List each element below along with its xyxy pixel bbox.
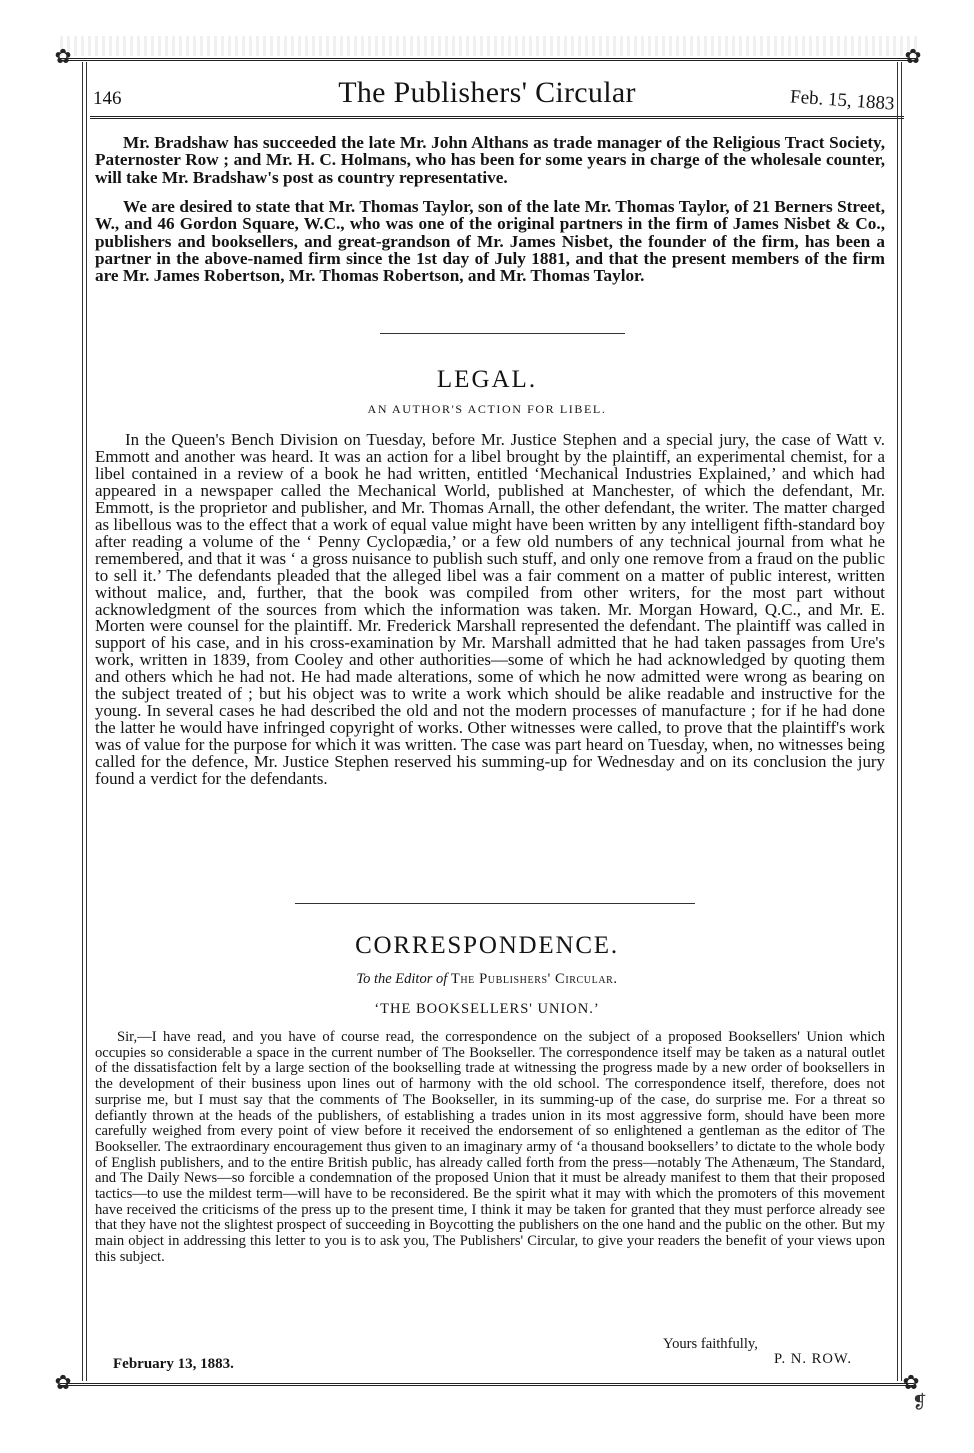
- intro-paragraph-bradshaw: Mr. Bradshaw has succeeded the late Mr. John Althans as trade manager of the Religious Tract Society, Paternoster Row ; and Mr. H. C. Holmans, who has been for some years in charge of the wholesale counter, will take Mr. Bradshaw's post as country representative.: [95, 133, 885, 187]
- header-rule: [90, 116, 904, 119]
- left-border-line-inner: [86, 62, 87, 1381]
- left-border-line: [82, 62, 83, 1381]
- letter-title: ‘THE BOOKSELLERS' UNION.’: [374, 1001, 600, 1017]
- legal-article-body: In the Queen's Bench Division on Tuesday, before Mr. Justice Stephen and a special jury, the case of Watt v. Emmott and another was heard. It was an action for a libel brought by the plaintiff, an experimental chemist, for a libel contained in a review of a book he had written, entitled ‘Mechanical Industries Explained,’ and which had appeared in a newspaper called the Mechanical World, published at Manchester, of which the defendant, Mr. Emmott, is the proprietor and publisher, and Mr. Thomas Arnall, the other defendant, the writer. The matter charged as libellous was to the effect that a work of equal value might have been written by any intelligent fifth-standard boy after reading a volume of the ‘ Penny Cyclopædia,’ or a few old numbers of any technical journal from what he remembered, and that it was ‘ a gross nuisance to publish such stuff, and only one remove from a fraud on the public to sell it.’ The defendants pleaded that the alleged libel was a fair comment on a matter of public interest, written without malice, and, further, that the book was compiled from other writers, for the most part without acknowledgment of the sources from which the information was taken. Mr. Morgan Howard, Q.C., and Mr. E. Morten were counsel for the plaintiff. Mr. Frederick Marshall represented the defendant. The plaintiff was called in support of his case, and in his cross-examination by Mr. Marshall admitted that he had taken passages from Ure's work, written in 1839, from Cooley and other authorities—some of which he had acknowledged by quoting them and others which he had not. He had made alterations, some of which he now admitted were wrong as bearing on the subject treated of ; but his object was to write a work which should be alike readable and instructive for the young. In several cases he had described the old and not the modern processes of manufacture ; for if he had done the latter he would have infringed copyright of works. Other witnesses were called, to prove that the plaintiff's work was of value for the purpose for which it was written. The case was part heard on Tuesday, when, no witnesses being called for the defence, Mr. Justice Stephen reserved his summing-up for Wednesday and on its conclusion the jury found a verdict for the defendants.: [95, 430, 885, 789]
- letter-signature: P. N. ROW.: [774, 1351, 852, 1367]
- letter-date: February 13, 1883.: [113, 1356, 234, 1372]
- correspondence-addressee: [0, 971, 974, 988]
- corner-ornament-icon: ✿: [54, 1372, 72, 1394]
- legal-subheading: AN AUTHOR'S ACTION FOR LIBEL.: [367, 402, 607, 416]
- corner-ornament-icon: ✿: [54, 46, 72, 68]
- bottom-border-rule: [60, 1383, 914, 1386]
- addressee-publication: The Publishers' Circular.: [450, 971, 618, 987]
- page-number: 146: [93, 88, 122, 109]
- section-divider: [380, 333, 625, 334]
- right-border-line-outer: [901, 62, 902, 1381]
- margin-mark-icon: ❡: [912, 1392, 928, 1412]
- legal-heading: LEGAL.: [436, 366, 538, 393]
- addressee-prefix: To the Editor of: [356, 971, 448, 987]
- corner-ornament-icon: ✿: [902, 1372, 920, 1394]
- correspondence-heading: CORRESPONDENCE.: [355, 932, 619, 959]
- right-border-line: [897, 62, 898, 1381]
- print-smudge: [60, 36, 918, 56]
- letter-closing: Yours faithfully,: [663, 1336, 758, 1352]
- top-border-rule: [60, 58, 918, 61]
- intro-paragraph-taylor: We are desired to state that Mr. Thomas Taylor, son of the late Mr. Thomas Taylor, of 21 Berners Street, W., and 46 Gordon Square, W.C., who was one of the original partners in the firm of James Nisbet & Co., publishers and booksellers, and great-grandson of Mr. James Nisbet, the founder of the firm, has been a partner in the above-named firm since the 1st day of July 1881, and that the present members of the firm are Mr. James Robertson, Mr. Thomas Robertson, and Mr. Thomas Taylor.: [95, 197, 885, 286]
- letter-body: Sir,—I have read, and you have of course read, the correspondence on the subject of a proposed Booksellers' Union which occupies so considerable a space in the current number of The Bookseller. The correspondence itself may be taken as a natural outlet of the dissatisfaction felt by a large section of the bookselling trade at witnessing the progress made by a new order of booksellers in the development of their business upon lines out of harmony with the old school. The correspondence itself, therefore, does not surprise me, but I must say that the comments of The Bookseller, in its summing-up of the case, do surprise me. For a threat so defiantly thrown at the heads of the publishers, of establishing a trades union in its most aggressive form, should have been more carefully weighed from every point of view before it received the endorsement of so enlightened a gentleman as the editor of The Bookseller. The extraordinary encouragement thus given to an imaginary army of ‘a thousand booksellers’ to dictate to the whole body of English publishers, and to the entire British public, has already called forth from the press—notably The Athenæum, The Standard, and The Daily News—so forcible a condemnation of the proposed Union that it must be already manifest to them that their proposed tactics—to use the mildest term—will have to be reconsidered. Be the spirit what it may with which the promoters of this movement have received the criticisms of the press up to the present time, I think it may be taken for granted that they must perforce already see that they have not the slightest prospect of succeeding in Boycotting the publishers on the one hand and the public on the other. But my main object in addressing this letter to you is to ask you, The Publishers' Circular, to give your readers the benefit of your views upon this subject.: [95, 1029, 885, 1265]
- corner-ornament-icon: ✿: [904, 46, 922, 68]
- issue-date: Feb. 15, 1883: [789, 86, 896, 115]
- section-divider: [295, 903, 695, 904]
- running-title: The Publishers' Circular: [338, 76, 636, 109]
